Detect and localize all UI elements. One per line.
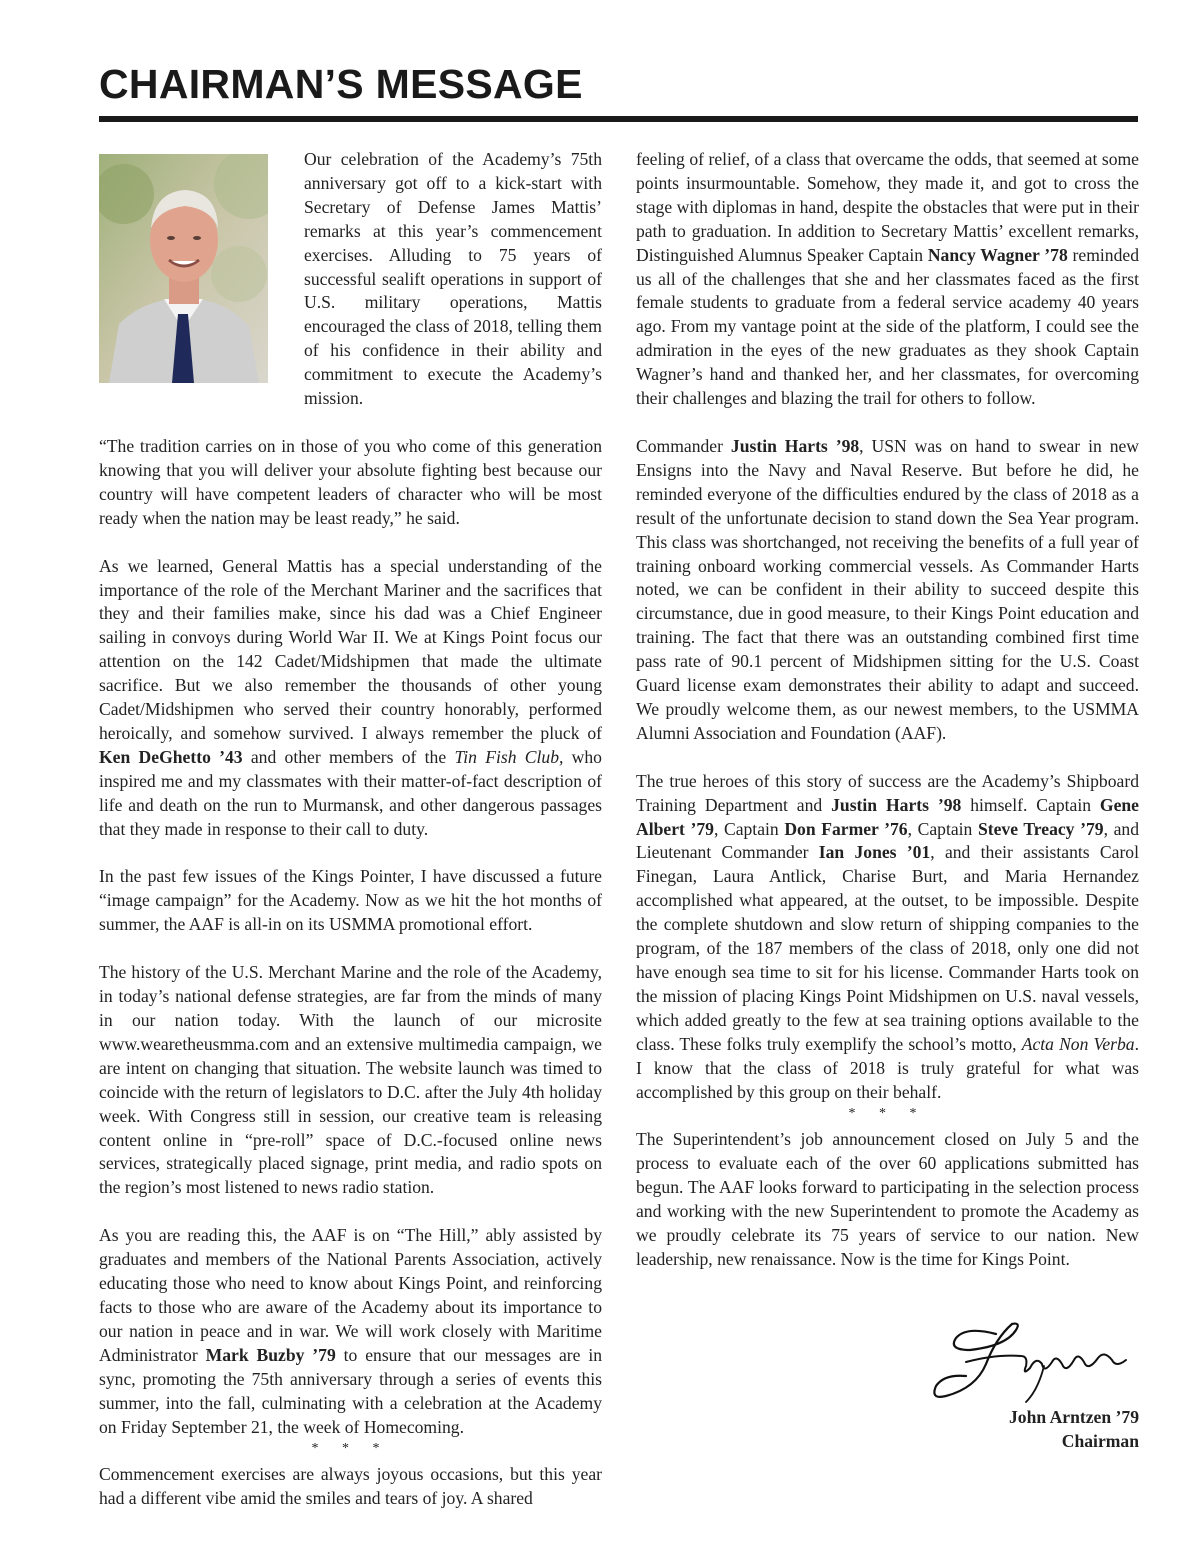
text-run: , and their assistants Carol Finegan, Laura Antlick, Charise Burt, and Maria Hernandez accomplished what appeared, at the outset, to be impossible. Despite the complete shutdown and slow return of shipping companies to the program, of the 187 members of the class of 2018, only one did not have enough sea time to sit for his license. Commander Harts took on the mission of placing Kings Point Midshipmen on U.S. naval vessels, which added greatly to the few at sea training options available to the class. These folks truly exemplify the school’s motto, (636, 842, 1139, 1054)
tin-fish-club: Tin Fish Club, (454, 746, 564, 767)
left-paragraph-2: “The tradition carries on in those of you who come of this generation knowing that you will deliver your absolute fighting best because our country will have competent leaders of character who will be most ready when the nation may be least ready,” he said. (99, 435, 602, 528)
text-run: reminded us all of the challenges that she and her classmates faced as the first female students to graduate from a federal service academy 40 years ago. From my vantage point at the side of the platform, I could see the admiration in the eyes of the new graduates as they shook Captain Wagner’s hand and thanked her, and her classmates, for overcoming their challenges and blazing the trail for others to follow. (636, 244, 1139, 409)
text-run: , Captain (713, 818, 785, 839)
portrait-image (99, 154, 268, 383)
section-divider-stars: * * * (311, 1441, 390, 1457)
right-paragraph-2 (636, 435, 1139, 746)
left-paragraph-3 (99, 555, 602, 842)
name-mark-buzby: Mark Buzby ’79 (205, 1344, 336, 1365)
left-paragraph-6 (99, 1224, 602, 1439)
text-run: . I know that the class of 2018 is truly grateful for what was accomplished by this group on their behalf. (636, 1033, 1139, 1102)
section-divider-stars: * * * (848, 1106, 927, 1122)
name-justin-harts: Justin Harts ’98 (831, 794, 962, 815)
title-rule (99, 116, 1138, 122)
text-run: As you are reading this, the AAF is on “The Hill,” ably assisted by graduates and members of the National Parents Association, actively educating those who need to know about Kings Point, and reinforcing facts to those who are aware of the Academy about its importance to our nation in peace and in war. We will work closely with Maritime Administrator (99, 1225, 602, 1365)
handwritten-signature (926, 1316, 1146, 1406)
text-run: and other members of the (242, 746, 455, 767)
signature-block (636, 1316, 1139, 1456)
left-paragraph-4: In the past few issues of the Kings Pointer, I have discussed a future “image campaign” for the Academy. Now as we hit the hot months of summer, the AAF is all-in on its USMMA promotional effort. (99, 866, 602, 935)
right-paragraph-4: The Superintendent’s job announcement closed on July 5 and the process to evaluate each of the over 60 applications submitted has begun. The AAF looks forward to participating in the selection process and working with the new Superintendent to promote the Academy as we proudly celebrate its 75 years of service to our nation. New leadership, new renaissance. Now is the time for Kings Point. (636, 1129, 1139, 1269)
text-run: , and Lieutenant Commander (636, 818, 1139, 863)
text-run: , USN was on hand to swear in new Ensigns into the Navy and Naval Reserve. But before he did, he reminded everyone of the difficulties endured by the class of 2018 as a result of the unfortunate decision to stand down the Sea Year program. This class was shortchanged, not receiving the benefits of a full year of training onboard working commercial vessels. As Commander Harts noted, we can be confident in their ability to succeed despite this circumstance, due in good measure, to their Kings Point education and training. The fact that there was an outstanding combined first time pass rate of 90.1 percent of Midshipmen sitting for the U.S. Coast Guard license exam demonstrates their ability to adapt and succeed. We proudly welcome them, as our newest members, to the USMMA Alumni Association and Foundation (AAF). (636, 435, 1140, 743)
signature-name: John Arntzen ’79 (1008, 1406, 1139, 1427)
school-motto: Acta Non Verba (1021, 1033, 1135, 1054)
name-nancy-wagner: Nancy Wagner ’78 (927, 244, 1068, 265)
signature-role: Chairman (1061, 1430, 1139, 1451)
text-run: Commander (636, 435, 731, 456)
text-run: The true heroes of this story of success are the Academy’s Shipboard Training Department and (636, 770, 1139, 815)
left-paragraph-7: Commencement exercises are always joyous occasions, but this year had a different vibe amid the smiles and tears of joy. A shared (99, 1464, 602, 1509)
left-paragraph-5: The history of the U.S. Merchant Marine and the role of the Academy, in today’s national defense strategies, are far from the minds of many in our nation today. With the launch of our microsite www.wearetheusmma.com and an extensive multimedia campaign, we are intent on changing that situation. The website launch was timed to coincide with the return of legislators to D.C. after the July 4th holiday week. With Congress still in session, our creative team is releasing content online in “pre-roll” space of D.C.-focused online news services, strategically placed signage, print media, and radio spots on the region’s most listened to news radio station. (99, 962, 602, 1198)
right-column (636, 148, 1139, 1456)
text-run: As we learned, General Mattis has a special understanding of the importance of the role of the Merchant Mariner and the sacrifices that they and their families make, since his dad was a Chief Engineer sailing in convoys during World War II. We at Kings Point focus our attention on the 142 Cadet/Midshipmen that made the ultimate sacrifice. But we also remember the thousands of other young Cadet/Midshipmen who served their country honorably, performed heroically, and somehow survived. I always remember the pluck of (99, 555, 602, 743)
right-paragraph-3 (636, 770, 1139, 1105)
name-ken-deghetto: Ken DeGhetto ’43 (99, 746, 243, 767)
left-column (99, 148, 602, 1511)
text-run: to ensure that our messages are in sync, promoting the 75th anniversary through a series of events this summer, into the fall, culminating with a celebration at the Academy on Friday September 21, the week of Homecoming. (99, 1344, 603, 1437)
text-run: feeling of relief, of a class that overcame the odds, that seemed at some points insurmountable. Somehow, they made it, and got to cross the stage with diplomas in hand, despite the obstacles that were put in their path to graduation. In addition to Secretary Mattis’ excellent remarks, Distinguished Alumnus Speaker Captain (636, 149, 1139, 265)
chairman-photo (99, 154, 268, 383)
text-run: himself. Captain (961, 794, 1100, 815)
page-title: CHAIRMAN’S MESSAGE (99, 61, 583, 107)
name-steve-treacy: Steve Treacy ’79 (977, 818, 1104, 839)
left-paragraph-1: Our celebration of the Academy’s 75th anniversary got off to a kick-start with Secretary of Defense James Mattis’ remarks at this year’s commencement exercises. Alluding to 75 years of successful sealift operations in support of U.S. military operations, Mattis encouraged the class of 2018, telling them of his confidence in their ability and commitment to execute the Academy’s mission. (304, 149, 602, 409)
name-don-farmer: Don Farmer ’76 (784, 818, 908, 839)
text-run: who inspired me and my classmates with their matter-of-fact description of life and death on the run to Murmansk, and other dangerous passages that they made in response to their call to duty. (99, 746, 602, 839)
name-gene-albert: Gene Albert ’79 (636, 794, 1139, 839)
right-paragraph-1 (636, 148, 1139, 411)
name-ian-jones: Ian Jones ’01 (818, 842, 931, 863)
name-justin-harts: Justin Harts ’98 (730, 435, 860, 456)
text-run: , Captain (907, 818, 978, 839)
